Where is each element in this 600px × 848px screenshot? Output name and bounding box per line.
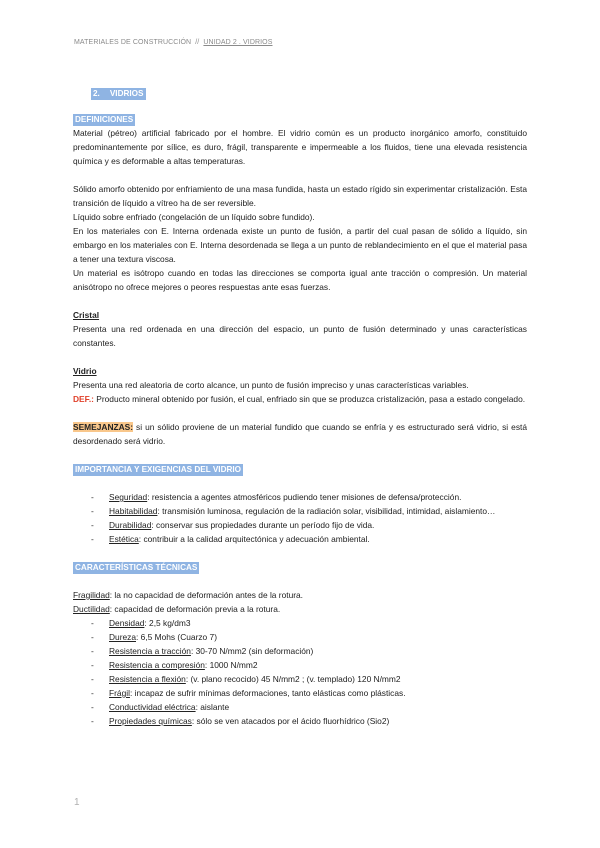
dash-bullet: -: [91, 618, 94, 628]
item-desc: 2,5 kg/dm3: [149, 618, 191, 628]
item-separator: :: [185, 674, 191, 684]
dash-bullet: -: [91, 632, 94, 642]
item-desc: sólo se ven atacados por el ácido fluorhídrico (Sio2): [196, 716, 390, 726]
importancia-heading: [73, 462, 527, 476]
ductilidad-term: Ductilidad: [73, 604, 110, 614]
vidrio-definition: [73, 392, 527, 406]
cristal-heading: Cristal: [73, 310, 100, 320]
fragilidad-line: [73, 588, 527, 602]
item-separator: :: [157, 506, 163, 516]
dash-bullet: -: [91, 492, 94, 502]
item-desc: resistencia a agentes atmosféricos pudiendo tener misiones de defensa/protección.: [151, 492, 462, 502]
item-term: Densidad: [109, 618, 145, 628]
dash-bullet: -: [91, 534, 94, 544]
dash-bullet: -: [91, 506, 94, 516]
item-separator: :: [138, 534, 144, 544]
header-course: MATERIALES DE CONSTRUCCIÓN: [74, 39, 192, 46]
list-item: [73, 714, 527, 728]
item-term: Frágil: [109, 688, 130, 698]
vidrio-text: Presenta una red aleatoria de corto alcance, un punto de fusión impreciso y unas características variables.: [73, 380, 469, 390]
item-separator: :: [144, 618, 150, 628]
list-item: [73, 658, 527, 672]
importancia-list: [73, 490, 527, 546]
definiciones-heading-bar: DEFINICIONES: [75, 115, 134, 124]
item-desc: contribuir a la calidad arquitectónica y adecuación ambiental.: [143, 534, 370, 544]
section-title-text: VIDRIOS: [109, 89, 144, 98]
running-header: [74, 39, 273, 46]
item-term: Habitabilidad: [109, 506, 158, 516]
header-unit: UNIDAD 2 . VIDRIOS: [203, 39, 273, 46]
dash-bullet: -: [91, 702, 94, 712]
item-separator: :: [136, 632, 141, 642]
item-desc: incapaz de sufrir mínimas deformaciones, tanto elásticas como plásticas.: [134, 688, 406, 698]
item-separator: :: [195, 702, 201, 712]
semejanzas-text: si un sólido proviene de un material fundido que cuando se enfría y es estructurado será vidrio, si está desordenado será vidrio.: [73, 422, 527, 446]
list-item: [73, 518, 527, 532]
list-item: [73, 532, 527, 546]
list-item: [73, 672, 527, 686]
item-separator: :: [147, 492, 152, 502]
list-item: [73, 686, 527, 700]
definiciones-p3: Líquido sobre enfriado (congelación de un líquido sobre fundido).: [73, 212, 315, 222]
definiciones-p2: Sólido amorfo obtenido por enfriamiento de una masa fundida, hasta un estado rígido sin experimentar cristalización. Esta transición de líquido a vítreo ha de ser reversible.: [73, 184, 527, 208]
fragilidad-term: Fragilidad: [73, 590, 110, 600]
item-separator: :: [204, 660, 210, 670]
ductilidad-desc: : capacidad de deformación previa a la rotura.: [109, 604, 281, 614]
list-item: [73, 616, 527, 630]
caracteristicas-heading-bar: CARACTERÍSTICAS TÉCNICAS: [75, 563, 198, 572]
item-term: Estética: [109, 534, 139, 544]
item-separator: :: [151, 520, 157, 530]
page-number: 1: [74, 797, 80, 808]
item-desc: conservar sus propiedades durante un período fijo de vida.: [156, 520, 375, 530]
list-item: [73, 644, 527, 658]
item-term: Resistencia a tracción: [109, 646, 191, 656]
item-term: Resistencia a compresión: [109, 660, 205, 670]
item-desc: aislante: [200, 702, 230, 712]
item-desc: 1000 N/mm2: [209, 660, 258, 670]
item-desc: transmisión luminosa, regulación de la radiación solar, visibilidad, intimidad, aislamiento…: [162, 506, 496, 516]
item-desc: 30-70 N/mm2 (sin deformación): [195, 646, 314, 656]
dash-bullet: -: [91, 716, 94, 726]
header-separator: //: [195, 39, 200, 46]
semejanzas-label: SEMEJANZAS:: [73, 422, 134, 432]
item-term: Resistencia a flexión: [109, 674, 186, 684]
item-separator: :: [191, 716, 197, 726]
item-term: Dureza: [109, 632, 136, 642]
list-item: [73, 630, 527, 644]
def-text: Producto mineral obtenido por fusión, el cual, enfriado sin que se produzca cristalización, pasa a estado congelado.: [93, 394, 526, 404]
dash-bullet: -: [91, 674, 94, 684]
semejanzas-paragraph: [73, 420, 527, 448]
caracteristicas-heading: [73, 560, 527, 574]
item-separator: :: [129, 688, 135, 698]
section-title: [91, 86, 527, 100]
definiciones-p5: Un material es isótropo cuando en todas las direcciones se comporta igual ante tracción o compresión. Un material anisótropo no ofrece mejores o peores respuestas ante esas fuerzas.: [73, 268, 527, 292]
item-term: Durabilidad: [109, 520, 152, 530]
ductilidad-line: [73, 602, 527, 616]
list-item: [73, 490, 527, 504]
item-term: Conductividad eléctrica: [109, 702, 196, 712]
definiciones-p4: En los materiales con E. Interna ordenada existe un punto de fusión, a partir del cual pasan de sólido a líquido, sin embargo en los materiales con E. Interna desordenada se llega a un punto de reblandecimiento en el que el material pasa a tener una textura viscosa.: [73, 226, 527, 264]
vidrio-heading: Vidrio: [73, 366, 97, 376]
fragilidad-desc: : la no capacidad de deformación antes de la rotura.: [109, 590, 303, 600]
dash-bullet: -: [91, 520, 94, 530]
dash-bullet: -: [91, 660, 94, 670]
list-item: [73, 700, 527, 714]
definiciones-p1: Material (pétreo) artificial fabricado por el hombre. El vidrio común es un producto inorgánico amorfo, constituido predominantemente por sílice, es duro, frágil, transparente e impermeable a los fluidos, tiene una elevada resistencia química y es deformable a altas temperaturas.: [73, 128, 527, 166]
caracteristicas-list: [73, 616, 527, 728]
page-content: [73, 86, 527, 728]
def-label: DEF.:: [73, 394, 94, 404]
section-title-bar: [91, 88, 146, 100]
item-term: Propiedades químicas: [109, 716, 192, 726]
definiciones-heading: [73, 112, 527, 126]
item-desc: 6,5 Mohs (Cuarzo 7): [140, 632, 217, 642]
importancia-heading-bar: IMPORTANCIA Y EXIGENCIAS DEL VIDRIO: [75, 465, 242, 474]
dash-bullet: -: [91, 688, 94, 698]
list-item: [73, 504, 527, 518]
dash-bullet: -: [91, 646, 94, 656]
item-separator: :: [190, 646, 196, 656]
item-desc: (v. plano recocido) 45 N/mm2 ; (v. templado) 120 N/mm2: [190, 674, 401, 684]
cristal-text: Presenta una red ordenada en una dirección del espacio, un punto de fusión determinado y unas características constantes.: [73, 324, 527, 348]
section-number: 2.: [93, 89, 100, 98]
item-term: Seguridad: [109, 492, 148, 502]
